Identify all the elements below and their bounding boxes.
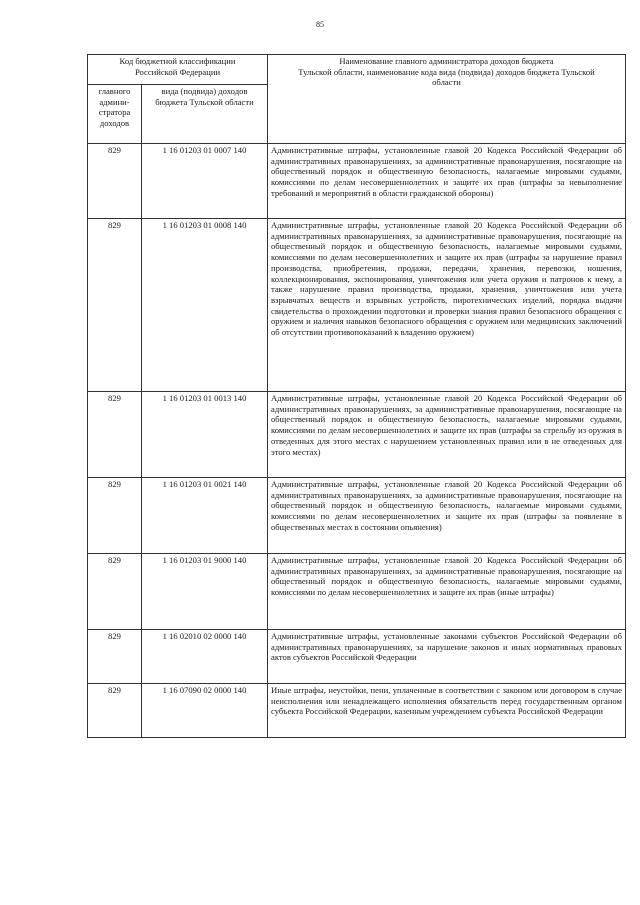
admin-code-cell: 829 — [88, 684, 142, 738]
admin-code-cell: 829 — [88, 392, 142, 478]
header-line: Наименование главного администратора доходов бюджета — [339, 56, 554, 66]
table-row — [88, 478, 626, 554]
description-cell: Иные штрафы, неустойки, пени, уплаченные в соответствии с законом или договором в случае неисполнения или ненадлежащего исполнения обязательств перед государственным органом субъекта Российской Федерации, казенным учреждением субъекта Российской Федерации — [268, 684, 626, 738]
description-cell: Административные штрафы, установленные главой 20 Кодекса Российской Федерации об административных правонарушениях, за административные правонарушения, посягающие на общественный порядок и общественную безопасность, налагаемые мировыми судьями, комиссиями по делам несовершеннолетних и защите их прав (штрафы за нарушение правил производства, приобретения, продажи, передачи, хранения, перевозки, ношения, коллекционирования, экспонирования, уничтожения или учета оружия и патронов к нему, а также нарушение правил производства, продажи, хранения, уничтожения или учета взрывчатых веществ и взрывных устройств, пиротехнических изделий, порядка выдачи свидетельства о прохождении подготовки и проверки знания правил безопасного обращения с оружием и наличия навыков безопасного обращения с оружием или медицинских заключений об отсутствии противопоказаний к владению оружием) — [268, 219, 626, 392]
header-line: вида (подвида) доходов — [161, 86, 248, 96]
income-code-cell: 1 16 02010 02 0000 140 — [142, 630, 268, 684]
header-line: админи- — [99, 96, 130, 107]
description-cell: Административные штрафы, установленные главой 20 Кодекса Российской Федерации об административных правонарушениях, за административные правонарушения, посягающие на общественный порядок и общественную безопасность, налагаемые мировыми судьями, комиссиями по делам несовершеннолетних и защите их прав (штрафы за появление в общественных местах в состоянии опьянения) — [268, 478, 626, 554]
admin-code-cell: 829 — [88, 554, 142, 630]
income-code-cell: 1 16 01203 01 0013 140 — [142, 392, 268, 478]
description-cell: Административные штрафы, установленные главой 20 Кодекса Российской Федерации об административных правонарушениях, за административные правонарушения, посягающие на общественный порядок и общественную безопасность, налагаемые мировыми судьями, комиссиями по делам несовершеннолетних и защите их прав (штрафы за стрельбу из оружия в отведенных для этого местах с нарушением установленных правил или в не отведенных для этого местах) — [268, 392, 626, 478]
table-row — [88, 219, 626, 392]
header-classification-code — [88, 55, 268, 85]
description-cell: Административные штрафы, установленные главой 20 Кодекса Российской Федерации об административных правонарушениях, за административные правонарушения, посягающие на общественный порядок и общественную безопасность, налагаемые мировыми судьями, комиссиями по делам несовершеннолетних и защите их прав (штрафы за невыполнение требований и мероприятий в области гражданской обороны) — [268, 144, 626, 219]
table-row — [88, 392, 626, 478]
income-code-cell: 1 16 01203 01 0007 140 — [142, 144, 268, 219]
income-code-cell: 1 16 07090 02 0000 140 — [142, 684, 268, 738]
table-row — [88, 554, 626, 630]
table-row — [88, 684, 626, 738]
header-line: доходов — [99, 118, 130, 129]
table-row — [88, 630, 626, 684]
income-code-cell: 1 16 01203 01 0021 140 — [142, 478, 268, 554]
page-number: 85 — [316, 20, 324, 29]
header-line: Тульской области, наименование кода вида (подвида) доходов бюджета Тульской — [298, 66, 595, 77]
admin-code-cell: 829 — [88, 630, 142, 684]
header-line: стратора — [98, 107, 131, 118]
budget-classification-table — [87, 54, 626, 738]
table-row — [88, 144, 626, 219]
header-line: бюджета Тульской области — [155, 96, 254, 107]
admin-code-cell: 829 — [88, 144, 142, 219]
header-line: Российской Федерации — [134, 66, 221, 77]
income-code-cell: 1 16 01203 01 0008 140 — [142, 219, 268, 392]
description-cell: Административные штрафы, установленные главой 20 Кодекса Российской Федерации об административных правонарушениях, за административные правонарушения, посягающие на общественный порядок и общественную безопасность, налагаемые мировыми судьями, комиссиями по делам несовершеннолетних и защите их прав (иные штрафы) — [268, 554, 626, 630]
header-main-administrator — [88, 85, 142, 144]
header-line: Код бюджетной классификации — [119, 56, 236, 66]
header-line: главного — [98, 86, 131, 96]
admin-code-cell: 829 — [88, 219, 142, 392]
header-line: области — [432, 77, 461, 88]
table-header-row — [88, 55, 626, 85]
income-code-cell: 1 16 01203 01 9000 140 — [142, 554, 268, 630]
admin-code-cell: 829 — [88, 478, 142, 554]
header-income-type-code — [142, 85, 268, 144]
description-cell: Административные штрафы, установленные законами субъектов Российской Федерации об административных правонарушениях, за нарушение законов и иных нормативных правовых актов субъектов Российской Федерации — [268, 630, 626, 684]
header-administrator-name — [268, 55, 626, 144]
